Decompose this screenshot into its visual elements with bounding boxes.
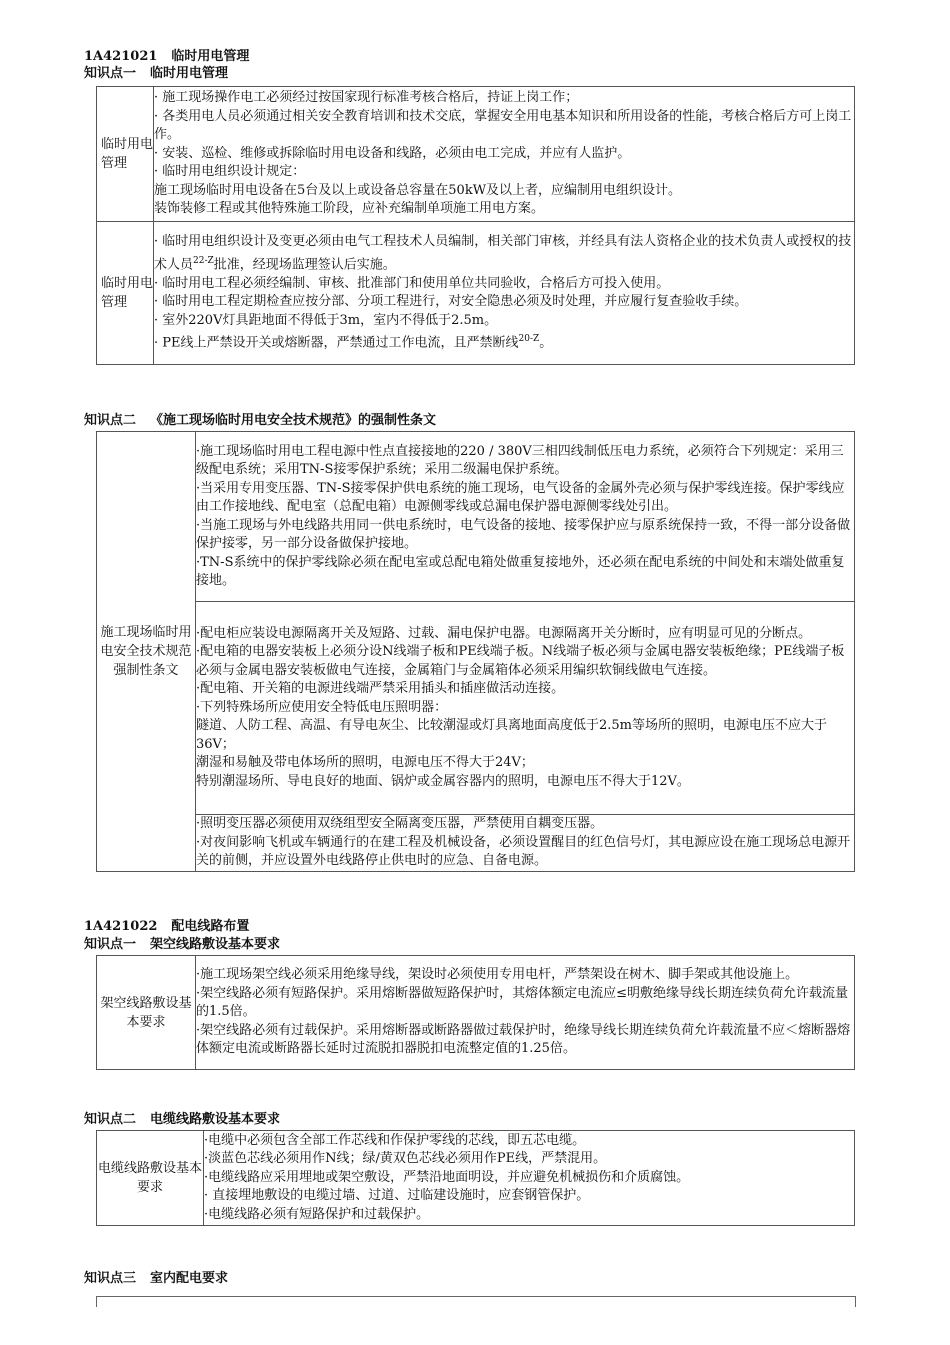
content-line: · 各类用电人员必须通过相关安全教育培训和技术交底，掌握安全用电基本知识和所用设备的性能，考核合格后方可上岗工作。 bbox=[154, 108, 852, 143]
knowledge-point-heading bbox=[84, 412, 436, 429]
table-row bbox=[97, 815, 855, 872]
row-label: 施工现场临时用电安全技术规范强制性条文 bbox=[97, 432, 196, 872]
content-line: · 施工现场操作电工必须经过按国家现行标准考核合格后，持证上岗工作； bbox=[154, 90, 579, 106]
content-line: 施工现场临时用电设备在5台及以上或设备总容量在50kW及以上者，应编制用电组织设计。 bbox=[154, 182, 682, 198]
row-label: 临时用电管理 bbox=[97, 87, 154, 222]
line-text: · PE线上严禁设开关或熔断器，严禁通过工作电流，且严禁断线 bbox=[154, 335, 519, 351]
content-line: 隧道、人防工程、高温、有导电灰尘、比较潮湿或灯具离地面高度低于2.5m等场所的照明，电源电压不应大于36V； bbox=[196, 718, 828, 752]
knowledge-point-title: 电缆线路敷设基本要求 bbox=[150, 1112, 281, 1127]
section-code: 1A421022 bbox=[84, 919, 158, 934]
knowledge-point-label: 知识点一 bbox=[84, 66, 137, 81]
section-title: 临时用电管理 bbox=[171, 49, 250, 64]
cable-line-table bbox=[96, 1130, 855, 1226]
knowledge-point-heading bbox=[84, 1111, 280, 1128]
row-content bbox=[196, 432, 855, 602]
content-line bbox=[154, 330, 854, 353]
content-line: ·施工现场架空线必须采用绝缘导线，架设时必须使用专用电杆，严禁架设在树木、脚手架或其他设施上。 bbox=[196, 967, 799, 983]
content-line bbox=[154, 233, 854, 274]
knowledge-point-title: 《施工现场临时用电安全技术规范》的强制性条文 bbox=[150, 413, 437, 428]
row-content bbox=[196, 602, 855, 815]
table-row bbox=[97, 432, 855, 602]
content-line: · 临时用电工程定期检查应按分部、分项工程进行，对安全隐患必须及时处理，并应履行复查验收手续。 bbox=[154, 294, 748, 309]
content-line: 特别潮湿场所、导电良好的地面、锅炉或金属容器内的照明，电源电压不得大于12V。 bbox=[196, 773, 690, 789]
row-content bbox=[196, 956, 855, 1070]
footnote-mark: 22-Z bbox=[193, 255, 214, 266]
knowledge-point-title: 架空线路敷设基本要求 bbox=[150, 937, 281, 952]
mandatory-provisions-table bbox=[96, 431, 855, 872]
content-line: ·配电箱的电器安装板上必须分设N线端子板和PE线端子板。N线端子板必须与金属电器安装板绝缘；PE线端子板必须与金属电器安装板做电气连接，金属箱门与金属箱体必须采用编织软铜线做电气连接。 bbox=[196, 644, 845, 678]
content-line: ·对夜间影响飞机或车辆通行的在建工程及机械设备，必须设置醒目的红色信号灯，其电源应设在施工现场总电源开关的前侧，并应设置外电线路停止供电时的应急、自备电源。 bbox=[196, 834, 851, 868]
content-line: ·电缆中必须包含全部工作芯线和作保护零线的芯线，即五芯电缆。 bbox=[204, 1132, 586, 1148]
knowledge-point-label: 知识点一 bbox=[84, 937, 137, 952]
content-line: ·下列特殊场所应使用安全特低电压照明器： bbox=[196, 699, 448, 715]
next-table-top-edge bbox=[96, 1296, 856, 1307]
content-line: ·当施工现场与外电线路共用同一供电系统时，电气设备的接地、接零保护应与原系统保持一致，不得一部分设备做保护接零，另一部分设备做保护接地。 bbox=[196, 517, 851, 551]
line-text: 。 bbox=[539, 335, 553, 351]
content-line: ·当采用专用变压器、TN-S接零保护供电系统的施工现场，电气设备的金属外壳必须与保护零线连接。保护零线应由工作接地线、配电室（总配电箱）电源侧零线或总漏电保护器电源侧零线处引出。 bbox=[196, 480, 845, 514]
section-heading-1a421022 bbox=[84, 918, 249, 935]
line-text: · 临时用电组织设计及变更必须由电气工程技术人员编制，相关部门审核，并经具有法人资格企业的技术负责人或授权的技术人员 bbox=[154, 234, 852, 272]
content-line: · 室外220V灯具距地面不得低于3m，室内不得低于2.5m。 bbox=[154, 312, 498, 328]
content-line: ·TN-S系统中的保护零线除必须在配电室或总配电箱处做重复接地外，还必须在配电系统的中间处和末端处做重复接地。 bbox=[196, 554, 845, 588]
content-line: ·电缆线路应采用埋地或架空敷设，严禁沿地面明设，并应避免机械损伤和介质腐蚀。 bbox=[204, 1169, 690, 1185]
table-row bbox=[97, 222, 855, 365]
knowledge-point-heading bbox=[84, 65, 228, 82]
section-code: 1A421021 bbox=[84, 49, 158, 64]
content-line: ·配电箱、开关箱的电源进线端严禁采用插头和插座做活动连接。 bbox=[196, 681, 565, 697]
table-row bbox=[97, 87, 855, 222]
knowledge-point-title: 室内配电要求 bbox=[150, 1271, 229, 1286]
content-line: 装饰装修工程或其他特殊施工阶段，应补充编制单项施工用电方案。 bbox=[154, 201, 545, 217]
row-content bbox=[196, 815, 855, 872]
row-content bbox=[154, 87, 855, 222]
table-row bbox=[97, 1131, 855, 1226]
content-line: ·架空线路必须有过载保护。采用熔断器或断路器做过载保护时，绝缘导线长期连续负荷允许载流量不应＜熔断器熔体额定电流或断路器长延时过流脱扣器脱扣电流整定值的1.25倍。 bbox=[196, 1022, 851, 1057]
knowledge-point-title: 临时用电管理 bbox=[150, 66, 229, 81]
content-line: ·电缆线路必须有短路保护和过载保护。 bbox=[204, 1206, 430, 1222]
knowledge-point-heading bbox=[84, 936, 280, 953]
knowledge-point-label: 知识点二 bbox=[84, 1112, 137, 1127]
line-text: 批准，经现场监理签认后实施。 bbox=[213, 257, 396, 272]
knowledge-point-label: 知识点三 bbox=[84, 1271, 137, 1286]
content-line: ·淡蓝色芯线必须用作N线；绿/黄双色芯线必须用作PE线，严禁混用。 bbox=[204, 1151, 607, 1167]
footnote-mark: 20-Z bbox=[518, 334, 540, 344]
content-line: · 直接埋地敷设的电缆过墙、过道、过临建设施时，应套钢管保护。 bbox=[204, 1188, 590, 1204]
content-line: ·架空线路必须有短路保护。采用熔断器做短路保护时，其熔体额定电流应≤明敷绝缘导线长期连续负荷允许载流量的1.5倍。 bbox=[196, 985, 849, 1020]
content-line: · 安装、巡检、维修或拆除临时用电设备和线路，必须由电工完成，并应有人监护。 bbox=[154, 145, 631, 161]
overhead-line-table bbox=[96, 955, 855, 1070]
row-label: 临时用电管理 bbox=[97, 222, 154, 365]
row-label: 架空线路敷设基本要求 bbox=[97, 956, 196, 1070]
table-row bbox=[97, 602, 855, 815]
section-heading-1a421021 bbox=[84, 48, 249, 65]
section-title: 配电线路布置 bbox=[171, 919, 250, 934]
content-line: ·配电柜应装设电源隔离开关及短路、过载、漏电保护电器。电源隔离开关分断时，应有明显可见的分断点。 bbox=[196, 625, 812, 641]
content-line: · 临时用电组织设计规定： bbox=[154, 164, 306, 180]
content-line: ·施工现场临时用电工程电源中性点直接接地的220 / 380V三相四线制低压电力系统，必须符合下列规定：采用三级配电系统；采用TN-S接零保护系统；采用二级漏电保护系统。 bbox=[196, 443, 844, 477]
knowledge-point-heading bbox=[84, 1270, 228, 1287]
temp-power-management-table bbox=[96, 86, 855, 365]
content-line: · 临时用电工程必须经编制、审核、批准部门和使用单位共同验收，合格后方可投入使用。 bbox=[154, 275, 670, 291]
content-line: ·照明变压器必须使用双绕组型安全隔离变压器，严禁使用自耦变压器。 bbox=[196, 816, 604, 831]
row-content bbox=[154, 222, 855, 365]
row-label: 电缆线路敷设基本要求 bbox=[97, 1131, 204, 1226]
knowledge-point-label: 知识点二 bbox=[84, 413, 137, 428]
row-content bbox=[204, 1131, 855, 1226]
table-row bbox=[97, 956, 855, 1070]
content-line: 潮湿和易触及带电体场所的照明，电源电压不得大于24V； bbox=[196, 755, 534, 771]
